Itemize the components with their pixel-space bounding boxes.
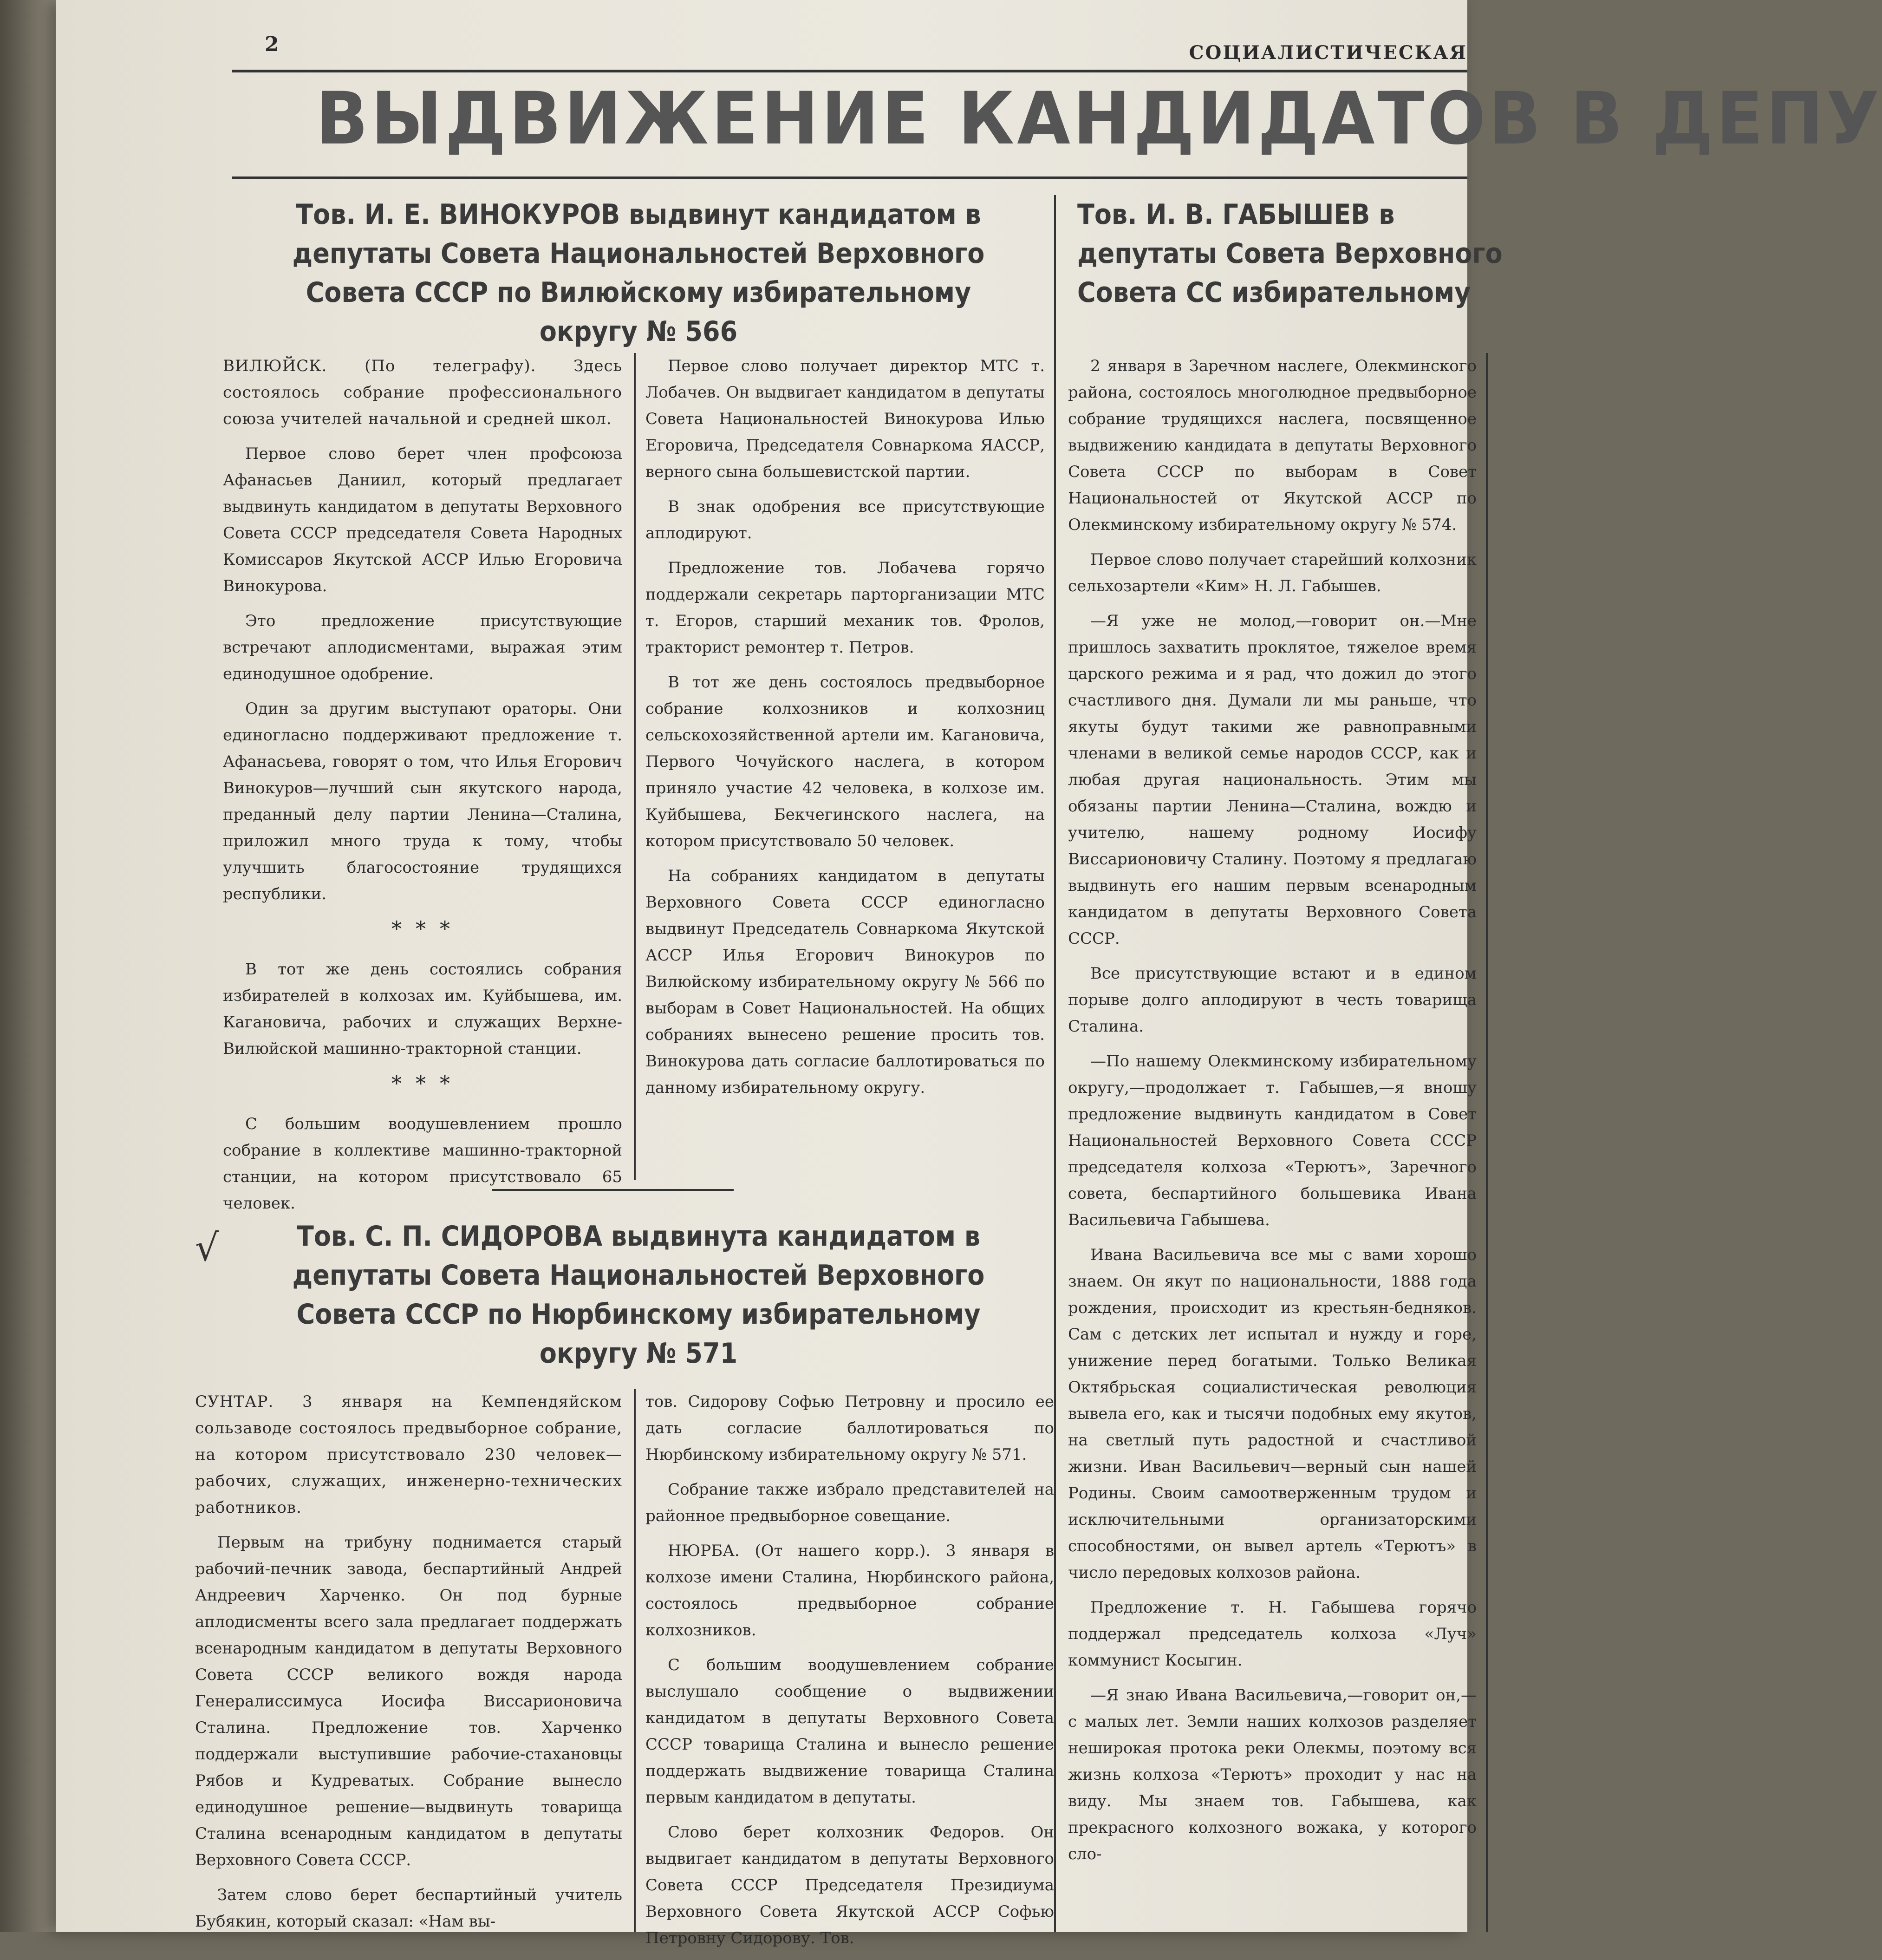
- article-1-column-1: [223, 353, 622, 1225]
- article-3-headline: Тов. И. В. ГАБЫШЕВ в депутаты Совета Верховного Совета СС избирательному: [1077, 198, 1503, 309]
- article-2-headline: Тов. С. П. СИДОРОВА выдвинута кандидатом в депутаты Совета Национальностей Верховного Совета СССР по Нюрбинскому избирательному округу № 571: [292, 1220, 985, 1370]
- article-paragraph: С большим воодушевлением собрание выслушало сообщение о выдвижении кандидатом в депутаты Верховного Совета СССР товарища Сталина и вынесло решение поддержать выдвижение товарища Сталина первым кандидатом в депутаты.: [645, 1656, 1054, 1807]
- article-paragraph: —По нашему Олекминскому избирательному округу,—продолжает т. Габышев,—я вношу предложение выдвинуть кандидатом в Совет Национальностей Верховного Совета СССР председателя колхоза «Терютъ», Заречного совета, беспартийного большевика Ивана Васильевича Габышева.: [1068, 1052, 1477, 1229]
- article-rule: [1054, 195, 1056, 1932]
- article-paragraph: Слово берет колхозник Федоров. Он выдвигает кандидатом в депутаты Верховного Совета СССР Председателя Президиума Верховного Совета Якутской АССР Софью Петровну Сидорову. Тов.: [645, 1823, 1054, 1947]
- banner-rule: [232, 176, 1467, 179]
- section-separator: * * *: [391, 917, 454, 941]
- article-paragraph: Первое слово получает старейший колхозник сельхозартели «Ким» Н. Л. Габышев.: [1068, 550, 1477, 595]
- article-paragraph: Первое слово берет член профсоюза Афанасьев Даниил, который предлагает выдвинуть кандидатом в депутаты Верховного Совета СССР председателя Совета Народных Комиссаров Якутской АССР Илью Егоровича Винокурова.: [223, 444, 622, 595]
- article-paragraph: Затем слово берет беспартийный учитель Бубякин, который сказал: «Нам вы-: [195, 1886, 622, 1931]
- article-divider: [492, 1189, 734, 1191]
- article-1-headline: Тов. И. Е. ВИНОКУРОВ выдвинут кандидатом в депутаты Совета Национальностей Верховного Совета СССР по Вилюйскому избирательному округу № 566: [292, 198, 985, 348]
- article-paragraph: Первое слово получает директор МТС т. Лобачев. Он выдвигает кандидатом в депутаты Совета Национальностей Винокурова Илью Егоровича, Председателя Совнаркома ЯАССР, верного сына большевистской партии.: [645, 357, 1045, 481]
- section-separator: * * *: [391, 1072, 454, 1096]
- page-number: 2: [265, 33, 279, 56]
- article-paragraph: СУНТАР. 3 января на Кемпендяйском сользаводе состоялось предвыборное собрание, на котором присутствовало 230 человек—рабочих, служащих, инженерно-технических работников.: [195, 1392, 622, 1517]
- newspaper-page: [56, 0, 1882, 1947]
- article-paragraph: ВИЛЮЙСК. (По телеграфу). Здесь состоялось собрание профессионального союза учителей начальной и средней школ.: [223, 357, 622, 428]
- article-2-column-1: [195, 1389, 622, 1943]
- article-paragraph: В тот же день состоялись собрания избирателей в колхозах им. Куйбышева, им. Кагановича, рабочих и служащих Верхне-Вилюйской машинно-тракторной станции.: [223, 960, 622, 1058]
- article-paragraph: На собраниях кандидатом в депутаты Верховного Совета СССР единогласно выдвинут Председатель Совнаркома Якутской АССР Илья Егорович Винокуров по Вилюйскому избирательному округу № 566 по выборам в Совет Национальностей. На общих собраниях вынесено решение просить тов. Винокурова дать согласие баллотироваться по данному избирательному округу.: [645, 867, 1045, 1097]
- article-3-column-1: [1068, 353, 1477, 1876]
- article-1-column-2: [645, 353, 1045, 1110]
- page-banner: ВЫДВИЖЕНИЕ КАНДИДАТОВ В ДЕПУ: [316, 77, 1882, 161]
- article-paragraph: Собрание также избрало представителей на районное предвыборное совещание.: [645, 1480, 1054, 1525]
- checkmark-icon: √: [195, 1226, 219, 1269]
- article-paragraph: Предложение тов. Лобачева горячо поддержали секретарь парторганизации МТС т. Егоров, старший механик тов. Фролов, тракторист ремонтер т. Петров.: [645, 559, 1045, 657]
- article-paragraph: В знак одобрения все присутствующие аплодируют.: [645, 497, 1045, 542]
- article-2-column-2: [645, 1389, 1054, 1960]
- header-rule: [232, 70, 1467, 72]
- article-paragraph: Предложение т. Н. Габышева горячо поддержал председатель колхоза «Луч» коммунист Косыгин.: [1068, 1598, 1477, 1670]
- article-paragraph: —Я знаю Ивана Васильевича,—говорит он,—с малых лет. Земли наших колхозов разделяет неширокая протока реки Олекмы, поэтому вся жизнь колхоза «Терютъ» проходит у нас на виду. Мы знаем тов. Габышева, как прекрасного колхозного вожака, у которого сло-: [1068, 1686, 1477, 1863]
- column-rule: [1486, 353, 1488, 1932]
- page-edge: [0, 0, 56, 1932]
- column-rule: [634, 1389, 636, 1932]
- article-paragraph: Все присутствующие встают и в едином порыве долго аплодируют в честь товарища Сталина.: [1068, 964, 1477, 1036]
- article-paragraph: НЮРБА. (От нашего корр.). 3 января в колхозе имени Сталина, Нюрбинского района, состоялось предвыборное собрание колхозников.: [645, 1542, 1054, 1640]
- newspaper-name: СОЦИАЛИСТИЧЕСКАЯ: [1189, 42, 1467, 64]
- column-rule: [634, 353, 636, 1180]
- article-paragraph: тов. Сидорову Софью Петровну и просило ее дать согласие баллотироваться по Нюрбинскому избирательному округу № 571.: [645, 1392, 1054, 1464]
- article-paragraph: В тот же день состоялось предвыборное собрание колхозников и колхозниц сельскохозяйственной артели им. Кагановича, Первого Чочуйского наслега, в котором приняло участие 42 человека, в колхозе им. Куйбышева, Бекчегинского наслега, на котором присутствовало 50 человек.: [645, 673, 1045, 850]
- article-paragraph: —Я уже не молод,—говорит он.—Мне пришлось захватить проклятое, тяжелое время царского режима и я рад, что дожил до этого счастливого дня. Думали ли мы раньше, что якуты будут такими же равноправными членами в великой семье народов СССР, как и любая другая национальность. Этим мы обязаны партии Ленина—Сталина, вождю и учителю, нашему родному Иосифу Виссарионовичу Сталину. Поэтому я предлагаю выдвинуть его нашим первым всенародным кандидатом в депутаты Верховного Совета СССР.: [1068, 612, 1477, 948]
- article-paragraph: 2 января в Заречном наслеге, Олекминского района, состоялось многолюдное предвыборное собрание трудящихся наслега, посвященное выдвижению кандидата в депутаты Верховного Совета СССР по выборам в Совет Национальностей от Якутской АССР по Олекминскому избирательному округу № 574.: [1068, 357, 1477, 534]
- article-paragraph: Один за другим выступают ораторы. Они единогласно поддерживают предложение т. Афанасьева, говорят о том, что Илья Егорович Винокуров—лучший сын якутского народа, преданный делу партии Ленина—Сталина, приложил много труда к тому, чтобы улучшить благосостояние трудящихся республики.: [223, 699, 622, 903]
- article-paragraph: С большим воодушевлением прошло собрание в коллективе машинно-тракторной станции, на котором присутствовало 65 человек.: [223, 1115, 622, 1213]
- article-paragraph: Ивана Васильевича все мы с вами хорошо знаем. Он якут по национальности, 1888 года рождения, происходит из крестьян-бедняков. Сам с детских лет испытал и нужду и горе, унижение перед богатыми. Только Великая Октябрьская социалистическая революция вывела его, как и тысячи подобных ему якутов, на светлый путь радостной и счастливой жизни. Иван Васильевич—верный сын нашей Родины. Своим самоотверженным трудом и исключительными организаторскими способностями, он вывел артель «Терютъ» в число передовых колхозов района.: [1068, 1246, 1477, 1582]
- article-paragraph: Это предложение присутствующие встречают аплодисментами, выражая этим единодушное одобрение.: [223, 612, 622, 683]
- article-paragraph: Первым на трибуну поднимается старый рабочий-печник завода, беспартийный Андрей Андреевич Харченко. Он под бурные аплодисменты всего зала предлагает поддержать всенародным кандидатом в депутаты Верховного Совета СССР великого вождя народа Генералиссимуса Иосифа Виссарионовича Сталина. Предложение тов. Харченко поддержали выступившие рабочие-стахановцы Рябов и Кудреватых. Собрание вынесло единодушное решение—выдвинуть товарища Сталина всенародным кандидатом в депутаты Верховного Совета СССР.: [195, 1533, 622, 1869]
